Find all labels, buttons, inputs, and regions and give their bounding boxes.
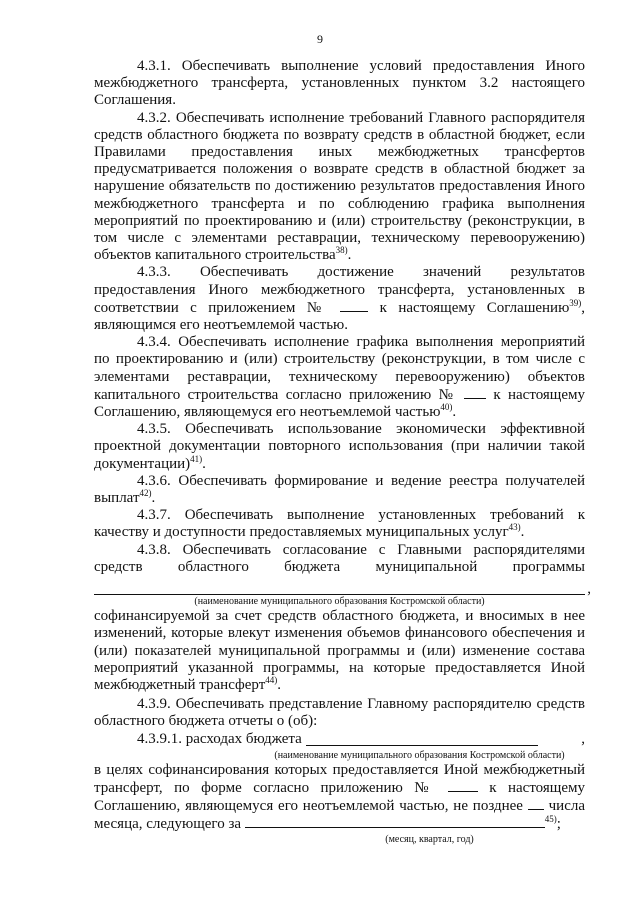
paragraph-4-3-7: 4.3.7. Обеспечивать выполнение установленных требований к качеству и доступности предоставляемых муниципальных услуг$^{43)}$. (94, 507, 585, 541)
blank-field (340, 299, 368, 312)
paragraph-text: 4.3.8. Обеспечивать согласование с Главными распорядителями средств областного бюджета муниципальной программы (94, 541, 585, 575)
field-caption: (месяц, квартал, год) (385, 834, 474, 846)
paragraph-text: к настоящему Соглашению, являющемуся его неотъемлемой частью, не позднее (94, 779, 585, 814)
footnote-ref: 43) (508, 522, 521, 533)
footnote-ref: 45) (544, 814, 557, 825)
paragraph-text: к настоящему Соглашению, являющемуся его неотъемлемой частью (94, 386, 586, 421)
footnote-ref: 41) (190, 453, 203, 464)
paragraph-4-3-3 (94, 264, 585, 334)
blank-field (245, 815, 545, 828)
paragraph-4-3-6: 4.3.6. Обеспечивать формирование и ведение реестра получателей выплат$^{42)}$. (94, 472, 585, 507)
page-number: 9 (317, 32, 323, 46)
blank-line (306, 731, 538, 746)
footnote-ref: 42) (139, 488, 152, 499)
paragraph-text: 4.3.9. Обеспечивать представление Главному распорядителю средств областного бюджета отчеты о (об): (94, 696, 585, 730)
paragraph-4-3-4: 4.3.4. Обеспечивать исполнение графика выполнения мероприятий по проектированию и (или) строительству (реконструкции, в том числе с элементами реставрации, техническому перевооружению) объектов капитального строительства согласно приложению № к настоящему Соглашению, являющемуся его неотъемлемой частью$^{40)}$. (94, 334, 586, 421)
paragraph-text: 4.3.2. Обеспечивать исполнение требований Главного распорядителя средств областного бюджета по возврату средств в областной бюджет, если Правилами предоставления иных межбюджетных трансфертов предусматривается положения о возврате средств в областной бюджет за нарушение обязательств по достижению результатов предоставления Иного межбюджетного трансферта и по соблюдению графика выполнения мероприятий по проектированию и (или) строительству (реконструкции, в том числе с элементами реставрации, техническому перевооружению) объектов капитального строительства (94, 109, 585, 264)
paragraph-text: 4.3.4. Обеспечивать исполнение графика выполнения мероприятий по проектированию и (или) строительству (реконструкции, в том числе с элементами реставрации, техническому перевооружению) объектов капитального строительства согласно приложению № (94, 334, 585, 403)
field-caption: (наименование муниципального образования Костромской области) (274, 749, 565, 761)
footnote-ref: 38) (335, 245, 348, 256)
blank-field (528, 797, 544, 810)
field-caption: (наименование муниципального образования Костромской области) (194, 596, 485, 608)
paragraph-4-3-1 (94, 58, 585, 110)
paragraph-4-3-9-1: 4.3.9.1. расходах бюджета , (94, 731, 585, 749)
paragraph-text: 4.3.6. Обеспечивать формирование и ведение реестра получателей выплат (94, 472, 585, 507)
paragraph-4-3-9 (94, 696, 585, 730)
paragraph-text: 4.3.3. Обеспечивать достижение значений результатов предоставления Иного межбюджетного трансферта, установленных в соответствии с приложением № (94, 264, 585, 316)
document-body (94, 58, 591, 846)
footnote-ref: 39) (569, 297, 582, 308)
paragraph-4-3-8-continued: софинансируемой за счет средств областного бюджета, и вносимых в нее изменений, которые влекут изменения объемов финансового обеспечения и (или) показателей муниципальной программы и (или) изменение состава мероприятий указанной программы, на которые предоставляется Иной межбюджетный трансферт$^{44)}$. (94, 608, 585, 693)
paragraph-text: 4.3.7. Обеспечивать выполнение установленных требований к качеству и доступности предоставляемых муниципальных услуг (94, 507, 585, 541)
blank-line: , (94, 578, 585, 595)
paragraph-4-3-5: 4.3.5. Обеспечивать использование экономически эффективной проектной документации повторного использования (при наличии такой документации)$^{41)}$. (94, 421, 585, 472)
footnote-ref: 44) (265, 674, 278, 685)
paragraph-4-3-2: 4.3.2. Обеспечивать исполнение требований Главного распорядителя средств областного бюджета по возврату средств в областной бюджет, если Правилами предоставления иных межбюджетных трансфертов предусматривается положения о возврате средств в областной бюджет за нарушение обязательств по достижению результатов предоставления Иного межбюджетного трансферта и по соблюдению графика выполнения мероприятий по проектированию и (или) строительству (реконструкции, в том числе с элементами реставрации, техническому перевооружению) объектов капитального строительства$^{38)}$. (94, 109, 585, 264)
paragraph-text: софинансируемой за счет средств областного бюджета, и вносимых в нее изменений, которые влекут изменения объемов финансового обеспечения и (или) показателей муниципальной программы и (или) изменение состава мероприятий указанной программы, на которые предоставляется Иной межбюджетный трансферт (94, 608, 585, 693)
paragraph-text: 4.3.1. Обеспечивать выполнение условий предоставления Иного межбюджетного трансферта, установленных пунктом 3.2 настоящего Соглашения. (94, 58, 585, 109)
paragraph-text: , являющимся его неотъемлемой частью. (94, 299, 586, 334)
paragraph-text: 4.3.9.1. расходах бюджета (137, 731, 302, 748)
blank-field (464, 386, 486, 399)
paragraph-4-3-9-1-continued: в целях софинансирования которых предоставляется Иной межбюджетный трансферт, по форме согласно приложению № к настоящему Соглашению, являющемуся его неотъемлемой частью, не позднее числа месяца, следующего за $^{45)}$; (94, 761, 585, 833)
paragraph-text: к настоящему Соглашению (379, 299, 570, 316)
blank-field (448, 779, 478, 792)
footnote-ref: 40) (440, 402, 453, 413)
paragraph-4-3-8 (94, 542, 585, 576)
paragraph-text: в целях софинансирования которых предоставляется Иной межбюджетный трансферт, по форме согласно приложению № (94, 761, 585, 796)
paragraph-text: числа месяца, следующего за (94, 797, 585, 833)
paragraph-text: 4.3.5. Обеспечивать использование экономически эффективной проектной документации повторного использования (при наличии такой документации) (94, 421, 585, 472)
